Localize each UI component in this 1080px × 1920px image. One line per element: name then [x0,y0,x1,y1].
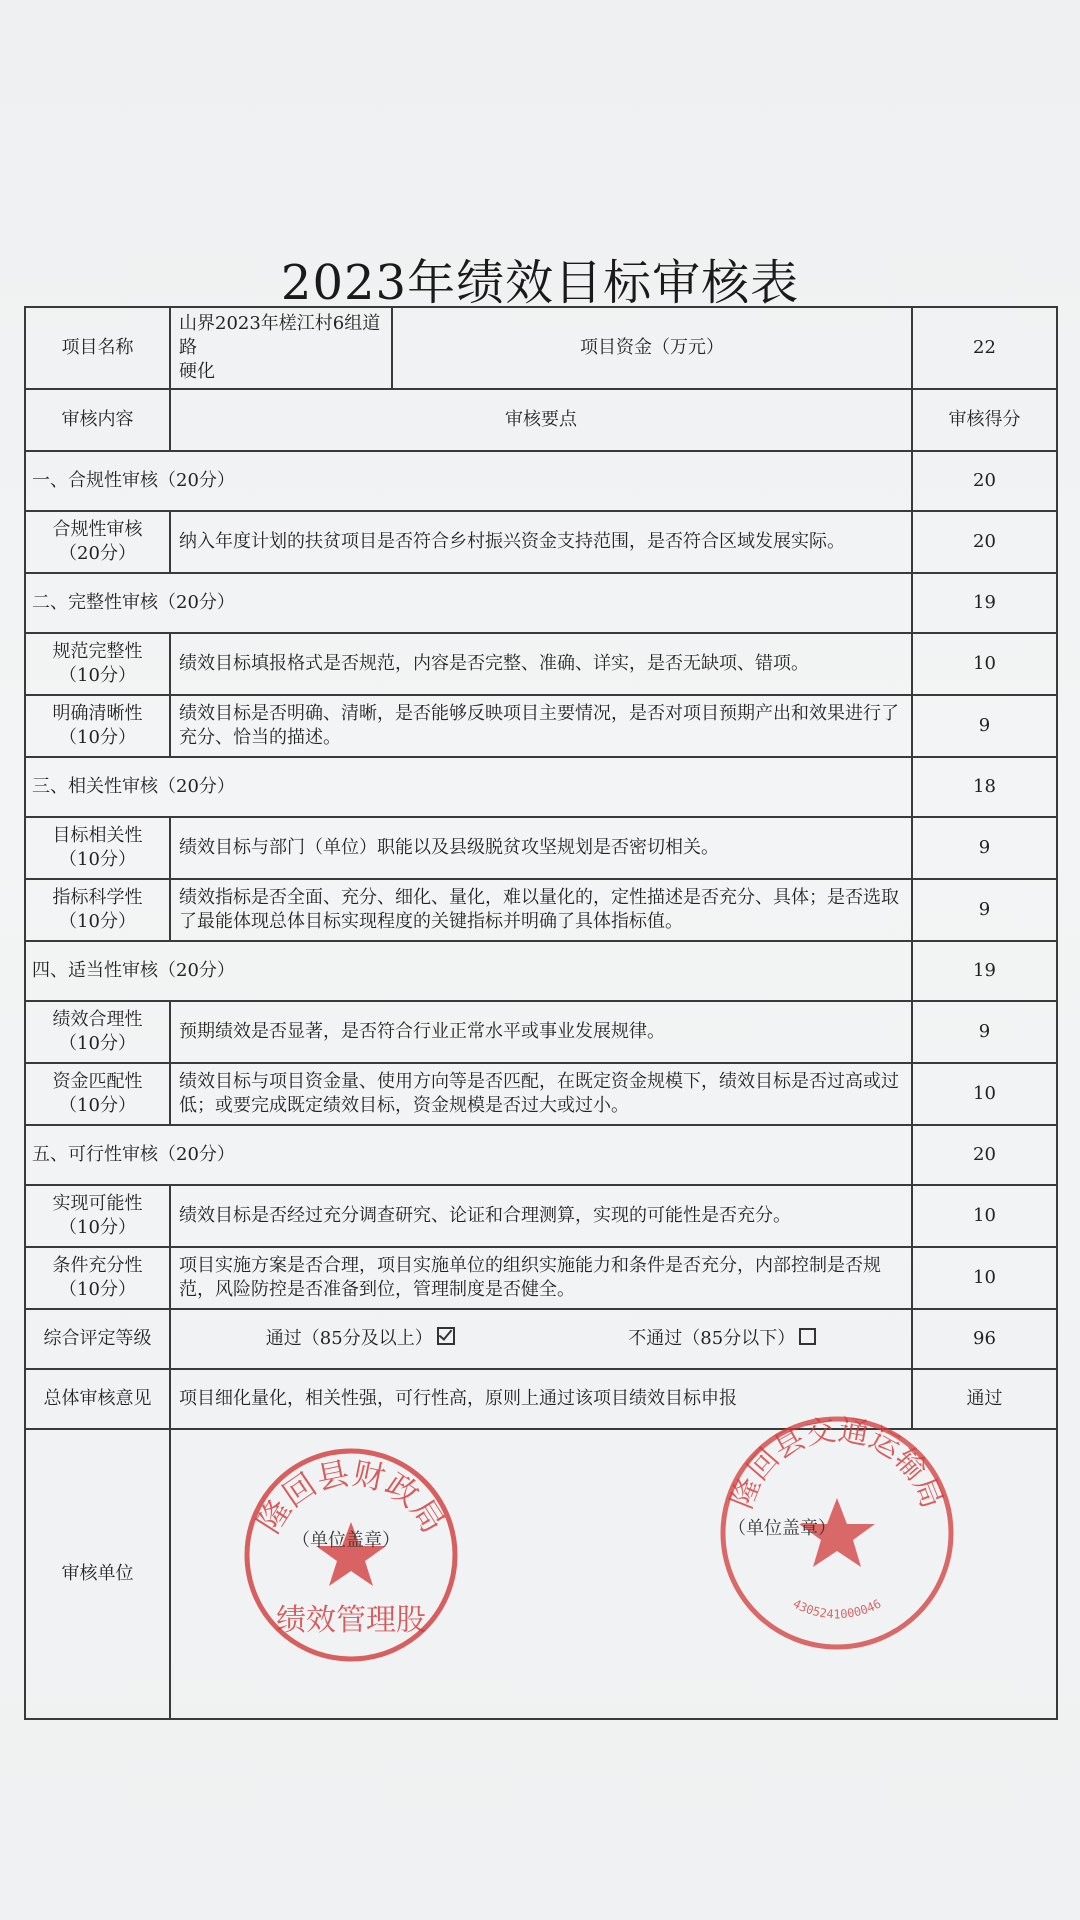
seal-left-top-text: 隆回县财政局 [249,1454,453,1540]
item-label-points: （10分） [59,727,136,748]
section-row [25,757,1057,817]
fund-value: 22 [912,307,1057,389]
content-header: 审核内容 [25,389,170,451]
section-score: 18 [912,757,1057,817]
section-title: 四、适当性审核（20分） [25,941,912,1001]
section-row [25,941,1057,1001]
opinion-result: 通过 [912,1369,1057,1429]
item-text: 绩效目标填报格式是否规范，内容是否完整、准确、详实，是否无缺项、错项。 [170,633,912,695]
item-score: 9 [912,879,1057,941]
item-row [25,1185,1057,1247]
item-row [25,817,1057,879]
item-row [25,879,1057,941]
item-label-name: 条件充分性 [52,1255,143,1276]
opinion-label: 总体审核意见 [25,1369,170,1429]
item-score: 10 [912,1247,1057,1309]
page-title: 2023年绩效目标审核表 [280,255,800,311]
item-row [25,695,1057,757]
item-label-points: （10分） [59,1095,136,1116]
item-score: 10 [912,633,1057,695]
item-label-name: 资金匹配性 [52,1071,143,1092]
item-text: 绩效目标与项目资金量、使用方向等是否匹配，在既定资金规模下，绩效目标是否过高或过低；或要完成既定绩效目标，资金规模是否过大或过小。 [170,1063,912,1125]
item-row [25,511,1057,573]
overall-row [25,1309,1057,1369]
item-score: 9 [912,817,1057,879]
seal-right-top-text: 隆回县交通运输局 [724,1412,950,1514]
fund-label: 项目资金（万元） [392,307,912,389]
item-text: 纳入年度计划的扶贫项目是否符合乡村振兴资金支持范围，是否符合区域发展实际。 [170,511,912,573]
score-header: 审核得分 [912,389,1057,451]
item-label [25,879,170,941]
item-label-points: （10分） [59,1279,136,1300]
item-label-name: 绩效合理性 [52,1009,143,1030]
item-label-points: （10分） [59,849,136,870]
seal-right-code-text: 4305241000046 [790,1596,884,1622]
item-row [25,633,1057,695]
section-title: 一、合规性审核（20分） [25,451,912,511]
item-score: 10 [912,1063,1057,1125]
item-text: 项目实施方案是否合理，项目实施单位的组织实施能力和条件是否充分，内部控制是否规范，风险防控是否准备到位，管理制度是否健全。 [170,1247,912,1309]
item-label-points: （10分） [59,1217,136,1238]
points-header: 审核要点 [170,389,912,451]
item-label-points: （20分） [59,543,136,564]
finance-bureau-seal [236,1440,466,1670]
item-label [25,1185,170,1247]
overall-label: 综合评定等级 [25,1309,170,1369]
item-score: 9 [912,695,1057,757]
project-name-line1: 山界2023年槎江村6组道路 [179,313,381,358]
section-row [25,451,1057,511]
checked-box-icon [437,1327,455,1345]
item-label-name: 实现可能性 [52,1193,143,1214]
project-name-label: 项目名称 [25,307,170,389]
section-score: 19 [912,941,1057,1001]
item-row [25,1247,1057,1309]
item-score: 10 [912,1185,1057,1247]
item-label-points: （10分） [59,665,136,686]
project-row [25,307,1057,389]
item-row [25,1063,1057,1125]
item-label-points: （10分） [59,911,136,932]
item-label-name: 合规性审核 [52,519,143,540]
section-title: 三、相关性审核（20分） [25,757,912,817]
section-title: 二、完整性审核（20分） [25,573,912,633]
item-label [25,511,170,573]
project-name-line2: 硬化 [179,361,215,382]
item-label [25,1063,170,1125]
item-score: 9 [912,1001,1057,1063]
item-text: 绩效指标是否全面、充分、细化、量化，难以量化的，定性描述是否充分、具体；是否选取了最能体现总体目标实现程度的关键指标并明确了具体指标值。 [170,879,912,941]
fail-text: 不通过（85分以下） [628,1328,796,1349]
empty-box-icon [799,1328,816,1345]
unit-label: 审核单位 [25,1429,170,1719]
item-label-name: 目标相关性 [52,825,143,846]
item-label [25,633,170,695]
item-text: 绩效目标与部门（单位）职能以及县级脱贫攻坚规划是否密切相关。 [170,817,912,879]
item-score: 20 [912,511,1057,573]
seal-left-bottom-text: 绩效管理股 [276,1603,426,1638]
section-row [25,573,1057,633]
overall-score: 96 [912,1309,1057,1369]
section-title: 五、可行性审核（20分） [25,1125,912,1185]
fail-option [628,1327,816,1351]
item-label-name: 规范完整性 [52,641,143,662]
seal-left-svg [236,1440,466,1670]
item-text: 绩效目标是否经过充分调查研究、论证和合理测算，实现的可能性是否充分。 [170,1185,912,1247]
item-label [25,1247,170,1309]
overall-options [170,1309,912,1369]
pass-text: 通过（85分及以上） [265,1328,433,1349]
item-label [25,695,170,757]
section-score: 19 [912,573,1057,633]
item-text: 预期绩效是否显著，是否符合行业正常水平或事业发展规律。 [170,1001,912,1063]
section-score: 20 [912,451,1057,511]
opinion-text: 项目细化量化，相关性强，可行性高，原则上通过该项目绩效目标申报 [170,1369,912,1429]
item-label [25,817,170,879]
pass-option [266,1327,455,1351]
project-name-value [170,307,392,389]
column-header-row [25,389,1057,451]
item-row [25,1001,1057,1063]
item-label-name: 指标科学性 [52,887,143,908]
seal-note-left: （单位盖章） [292,1530,400,1551]
item-label [25,1001,170,1063]
section-row [25,1125,1057,1185]
item-label-name: 明确清晰性 [52,703,143,724]
seal-note-right: （单位盖章） [728,1518,836,1539]
section-score: 20 [912,1125,1057,1185]
item-text: 绩效目标是否明确、清晰，是否能够反映项目主要情况，是否对项目预期产出和效果进行了充分、恰当的描述。 [170,695,912,757]
item-label-points: （10分） [59,1033,136,1054]
